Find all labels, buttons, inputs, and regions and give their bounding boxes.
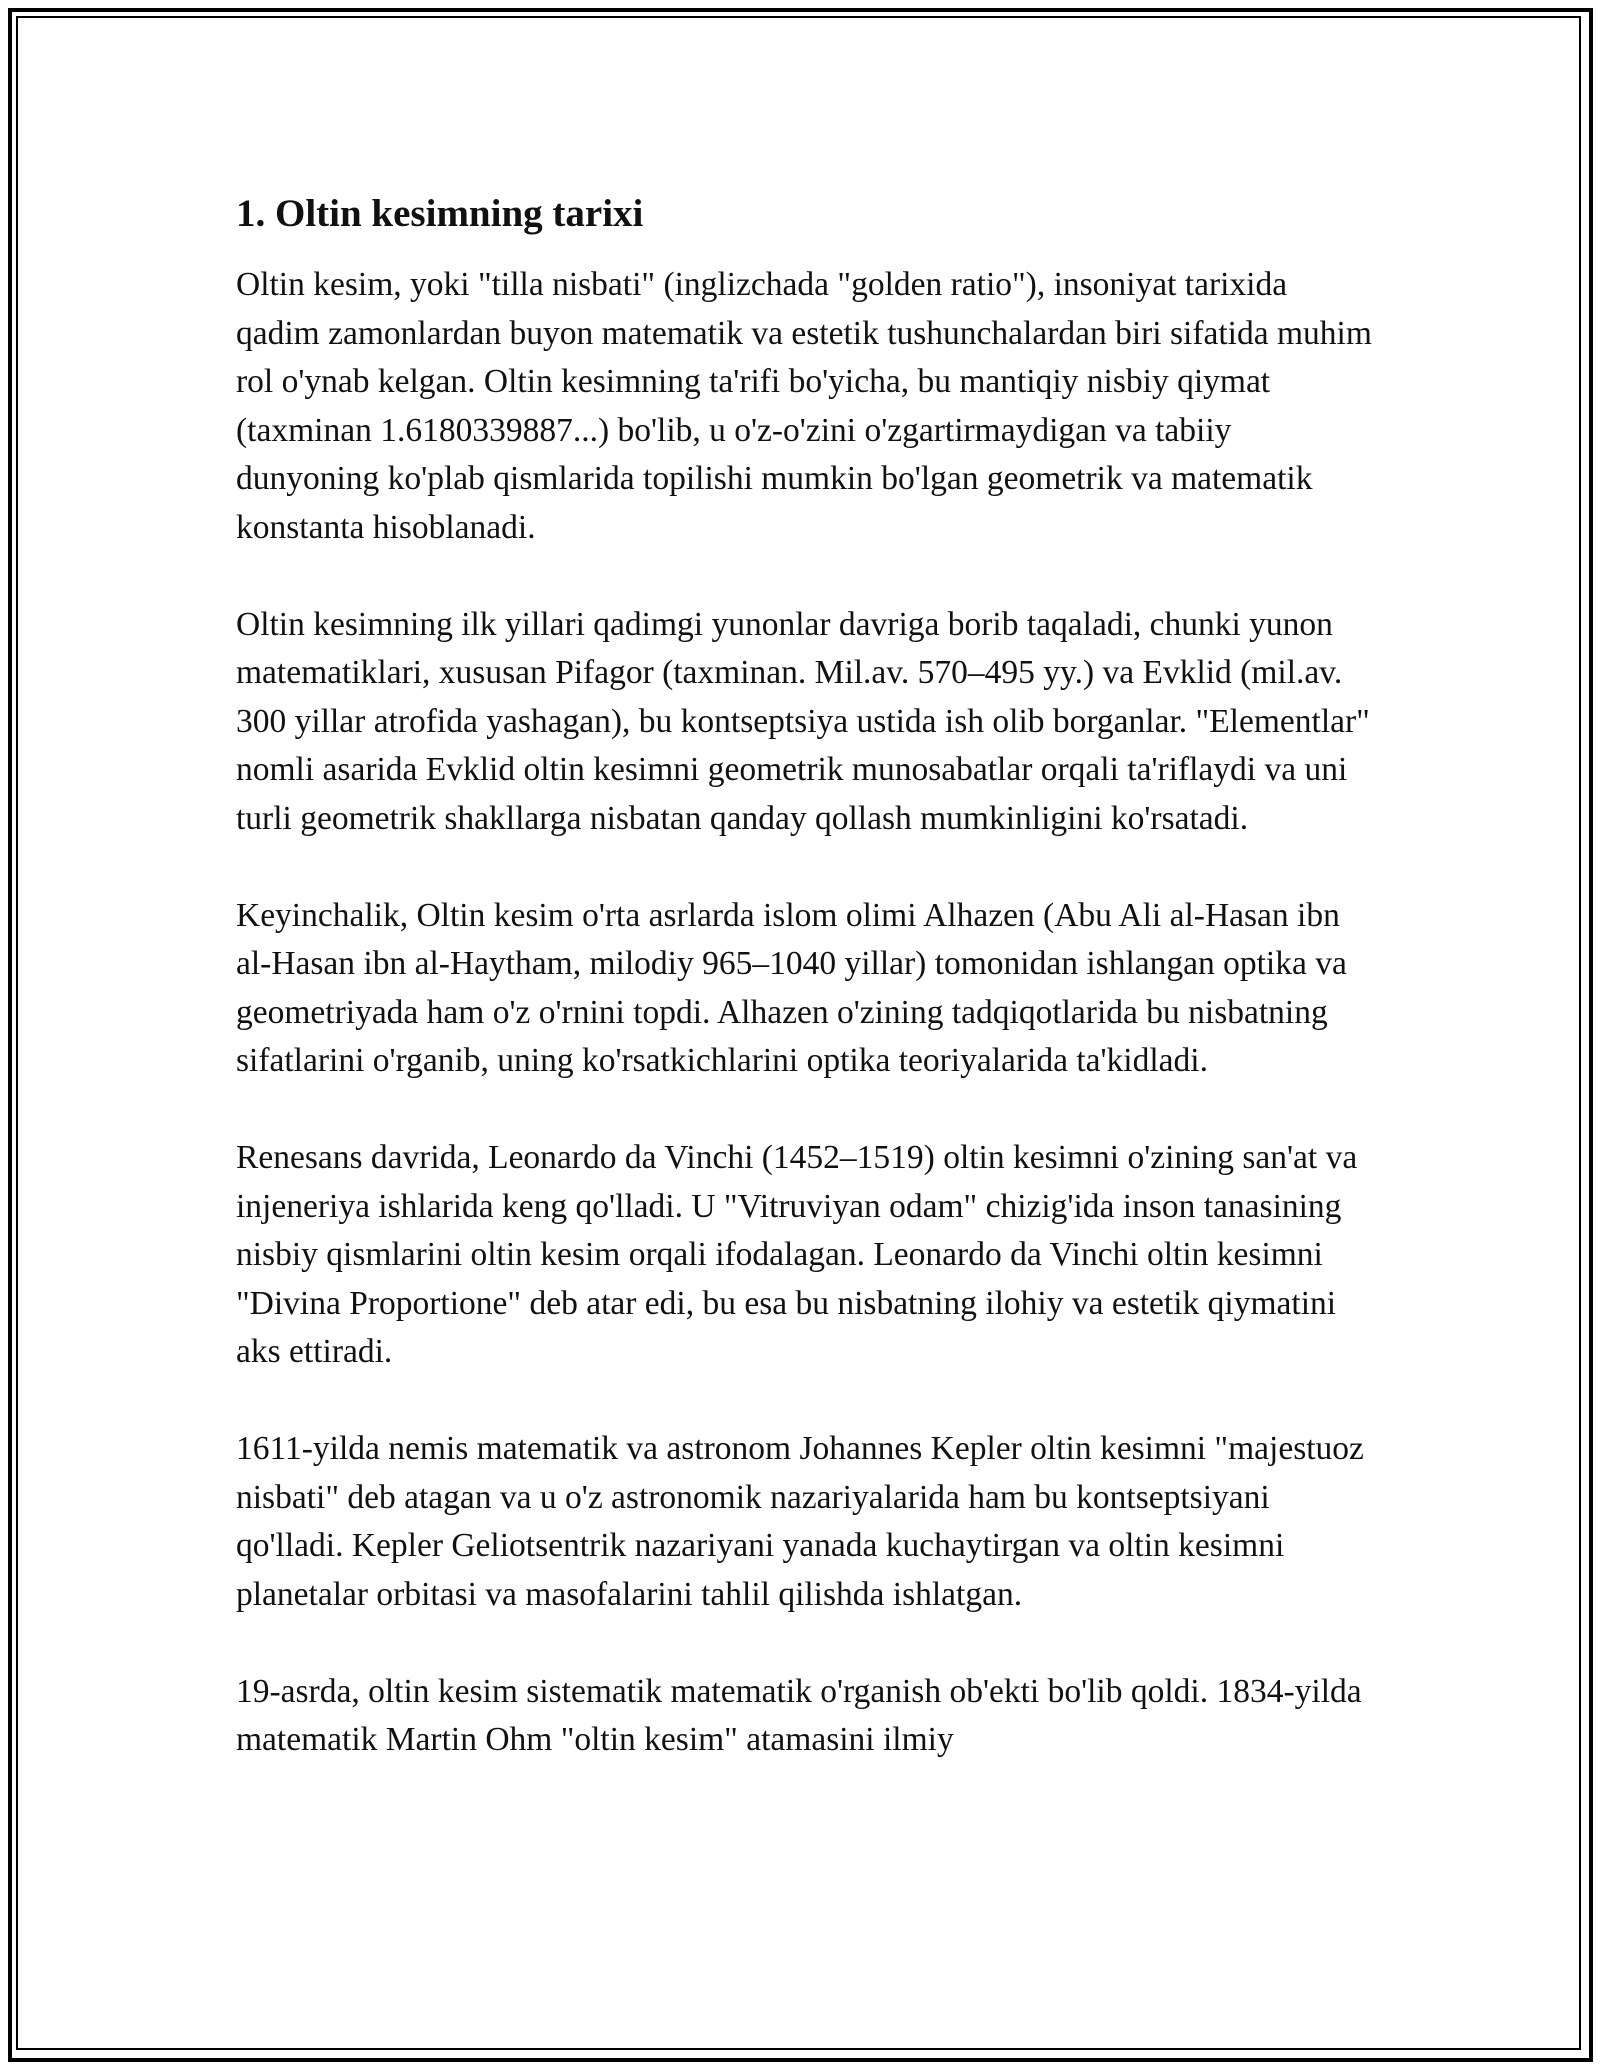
paragraph-kepler: 1611-yilda nemis matematik va astronom Johannes Kepler oltin kesimni "majestuoz nisbati" deb atagan va u o'z astronomik nazariyalarida ham bu kontseptsiyani qo'lladi. Kepler Geliotsentrik nazariyani yanada kuchaytirgan va oltin kesimni planetalar orbitasi va masofalarini tahlil qilishda ishlatgan. [236, 1430, 1364, 1613]
paragraph-ancient-greeks: Oltin kesimning ilk yillari qadimgi yunonlar davriga borib taqaladi, chunki yunon matematiklari, xususan Pifagor (taxminan. Mil.av. 570–495 yy.) va Evklid (mil.av. 300 yillar atrofida yashagan), bu kontseptsiya ustida ish olib borganlar. "Elementlar" nomli asarida Evklid oltin kesimni geometrik munosabatlar orqali ta'riflaydi va uni turli geometrik shakllarga nisbatan qanday qollash mumkinligini ko'rsatadi. [236, 605, 1370, 837]
paragraph-alhazen: Keyinchalik, Oltin kesim o'rta asrlarda islom olimi Alhazen (Abu Ali al-Hasan ibn al-Hasan ibn al-Haytham, milodiy 965–1040 yillar) tomonidan ishlangan optika va geometriyada ham o'z o'rnini topdi. Alhazen o'zining tadqiqotlarida bu nisbatning sifatlarini o'rganib, uning ko'rsatkichlarini optika teoriyalarida ta'kidladi. [236, 896, 1347, 1079]
section-heading: 1. Oltin kesimning tarixi [236, 192, 644, 235]
paragraph-golden-ratio-definition: Oltin kesim, yoki "tilla nisbati" (inglizchada "golden ratio"), insoniyat tarixida qadim zamonlardan buyon matematik va estetik tushunchalardan biri sifatida muhim rol o'ynab kelgan. Oltin kesimning ta'rifi bo'yicha, bu mantiqiy nisbiy qiymat (taxminan 1.6180339887...) bo'lib, u o'z-o'zini o'zgartirmaydigan va tabiiy dunyoning ko'plab qismlarida topilishi mumkin bo'lgan geometrik va matematik konstanta hisoblanadi. [236, 266, 1372, 546]
paragraph-19th-century: 19-asrda, oltin kesim sistematik matematik o'rganish ob'ekti bo'lib qoldi. 1834-yilda matematik Martin Ohm "oltin kesim" atamasini ilmiy [236, 1672, 1362, 1758]
paragraph-renaissance: Renesans davrida, Leonardo da Vinchi (1452–1519) oltin kesimni o'zining san'at va injeneriya ishlarida keng qo'lladi. U "Vitruviyan odam" chizig'ida inson tanasining nisbiy qismlarini oltin kesim orqali ifodalagan. Leonardo da Vinchi oltin kesimni "Divina Proportione" deb atar edi, bu esa bu nisbatning ilohiy va estetik qiymatini aks ettiradi. [236, 1139, 1358, 1370]
document-body [236, 183, 1376, 1765]
